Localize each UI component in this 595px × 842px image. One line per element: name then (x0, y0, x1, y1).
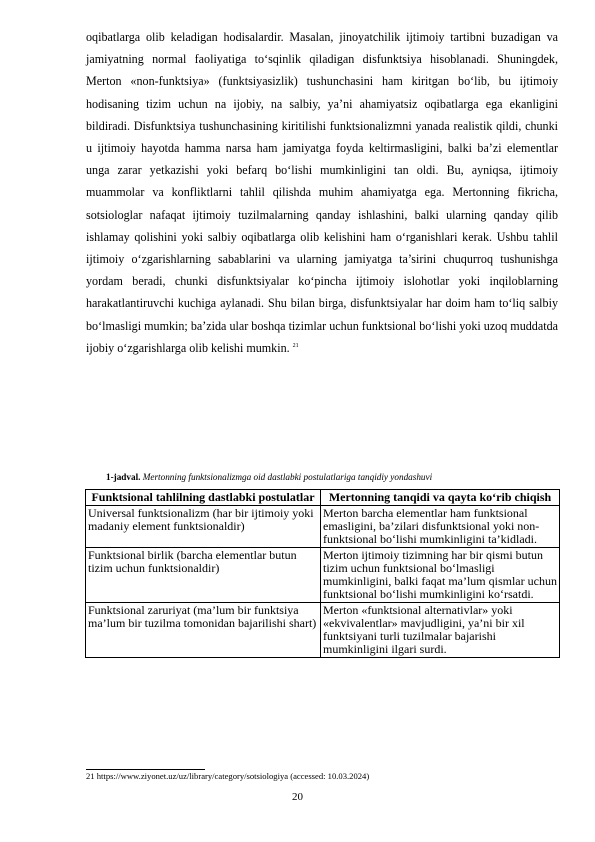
table-cell-postulate: Funktsional zaruriyat (ma’lum bir funktsiya ma’lum bir tuzilma tomonidan bajarilishi shart) (86, 603, 321, 658)
table-caption-title: Mertonning funktsionalizmga oid dastlabki postulatlariga tanqidiy yondashuvi (142, 472, 433, 482)
table-cell-critique: Merton ijtimoiy tizimning har bir qismi butun tizim uchun funktsional bo‘lmasligi mumkinligini, balki faqat ma’lum qismlar uchun funktsional bo‘lishi mumkinligini ko‘rsatdi. (321, 548, 560, 603)
table-cell-critique: Merton barcha elementlar ham funktsional emasligini, ba’zilari disfunktsional yoki non-funktsional bo‘lishi mumkinligini ta’kidladi. (321, 506, 560, 548)
footnote-reference[interactable]: 21 (292, 342, 299, 349)
body-text: oqibatlarga olib keladigan hodisalardir. Masalan, jinoyatchilik ijtimoiy tartibni buzadigan va jamiyatning normal faoliyatiga to‘sqinlik qiladigan disfunktsiya hisoblanadi. Shuningdek, Merton «non-funktsiya» (funktsiyasizlik) tushunchasini ham kiritgan bo‘lib, bu ijtimoiy hodisaning tizim uchun na ijobiy, na salbiy, ya’ni ahamiyatsiz oqibatlarga ega ekanligini bildiradi. Disfunktsiya tushunchasining kiritilishi funktsionalizmni yanada realistik qildi, chunki u ijtimoiy hayotda hamma narsa ham jamiyatga foyda keltirmasligini, balki ba’zi elementlar unga zarar yetkazishi yoki befarq bo‘lishi mumkinligini tan oldi. Bu, ayniqsa, ijtimoiy muammolar va konfliktlarni tahlil qilishda muhim ahamiyatga ega. Mertonning fikricha, sotsiologlar nafaqat ijtimoiy tuzilmalarning qanday ishlashini, balki ularning qanday qilib ishlamay qolishini yoki salbiy oqibatlarga olib kelishini ham o‘rganishlari kerak. Ushbu tahlil ijtimoiy o‘zgarishlarning sabablarini va ularning jamiyatga ta’sirini chuqurroq tushunishga yordam beradi, chunki disfunktsiyalar ko‘pincha ijtimoiy islohotlar yoki inqiloblarning harakatlantiruvchi kuchiga aylanadi. Shu bilan birga, disfunktsiyalar har doim ham to‘liq salbiy bo‘lmasligi mumkin; ba’zida ular boshqa tizimlar uchun funktsional bo‘lishi yoki uzoq muddatda ijobiy o‘zgarishlarga olib kelishi mumkin. (86, 30, 558, 355)
footnote: 21 https://www.ziyonet.uz/uz/library/category/sotsiologiya (accessed: 10.03.2024) (86, 771, 370, 781)
table-cell-postulate: Funktsional birlik (barcha elementlar butun tizim uchun funktsionaldir) (86, 548, 321, 603)
page-number: 20 (292, 791, 303, 803)
table-header-cell: Mertonning tanqidi va qayta ko‘rib chiqish (321, 490, 560, 506)
table-header-row (86, 490, 560, 506)
body-paragraph (86, 26, 558, 359)
table-row (86, 548, 560, 603)
table-row (86, 506, 560, 548)
footnote-separator (86, 769, 205, 770)
table-caption (106, 471, 432, 483)
table-caption-label: 1-jadval. (106, 472, 141, 482)
postulates-table (85, 489, 560, 658)
table-row (86, 603, 560, 658)
table-header-cell: Funktsional tahlilning dastlabki postulatlar (86, 490, 321, 506)
table-cell-postulate: Universal funktsionalizm (har bir ijtimoiy yoki madaniy element funktsionaldir) (86, 506, 321, 548)
table-cell-critique: Merton «funktsional alternativlar» yoki «ekvivalentlar» mavjudligini, ya’ni bir xil funktsiyani turli tuzilmalar bajarishi mumkinligini ilgari surdi. (321, 603, 560, 658)
